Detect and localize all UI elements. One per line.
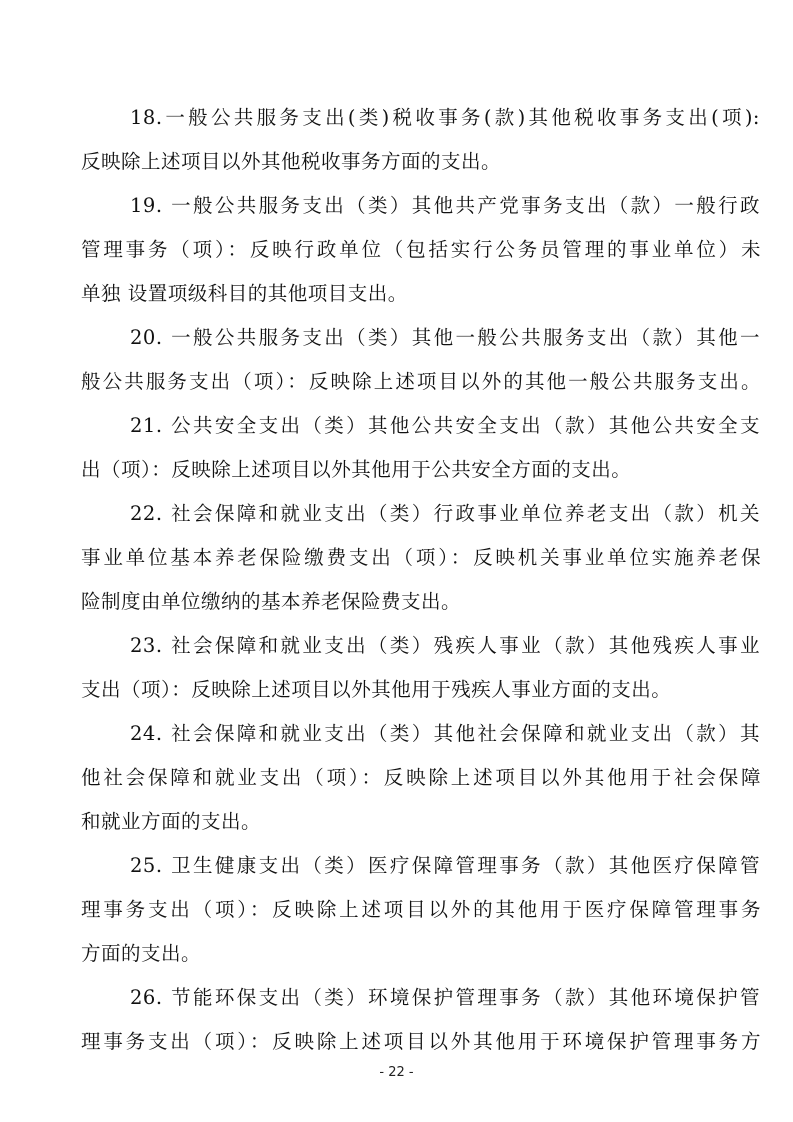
paragraph-22-line-2: 事业单位基本养老保险缴费支出（项）：反映机关事业单位实施养老保 [81, 546, 761, 569]
paragraph-24-line-2: 他社会保障和就业支出（项）：反映除上述项目以外其他用于社会保障 [81, 766, 761, 789]
paragraph-24-line-3: 和就业方面的支出。 [81, 810, 262, 833]
paragraph-22-line-1: 22. 社会保障和就业支出（类）行政事业单位养老支出（款）机关 [130, 502, 760, 525]
paragraph-25-line-1: 25. 卫生健康支出（类）医疗保障管理事务（款）其他医疗保障管 [130, 854, 760, 877]
paragraph-18-line-2: 反映除上述项目以外其他税收事务方面的支出。 [81, 150, 502, 173]
paragraph-21-line-1: 21. 公共安全支出（类）其他公共安全支出（款）其他公共安全支 [130, 414, 760, 437]
paragraph-20-line-2: 般公共服务支出（项）：反映除上述项目以外的其他一般公共服务支出。 [81, 370, 761, 393]
paragraph-21-line-2: 出（项）：反映除上述项目以外其他用于公共安全方面的支出。 [81, 458, 632, 481]
paragraph-23-line-2: 支出（项）：反映除上述项目以外其他用于残疾人事业方面的支出。 [81, 678, 672, 701]
paragraph-26-line-2: 理事务支出（项）：反映除上述项目以外其他用于环境保护管理事务方 [81, 1030, 761, 1053]
paragraph-20-line-1: 20. 一般公共服务支出（类）其他一般公共服务支出（款）其他一 [130, 326, 760, 349]
paragraph-24-line-1: 24. 社会保障和就业支出（类）其他社会保障和就业支出（款）其 [130, 722, 760, 745]
paragraph-26-line-1: 26. 节能环保支出（类）环境保护管理事务（款）其他环境保护管 [130, 986, 760, 1009]
paragraph-25-line-2: 理事务支出（项）：反映除上述项目以外的其他用于医疗保障管理事务 [81, 898, 761, 921]
paragraph-22-line-3: 险制度由单位缴纳的基本养老保险费支出。 [81, 590, 462, 613]
paragraph-19-line-1: 19. 一般公共服务支出（类）其他共产党事务支出（款）一般行政 [130, 194, 760, 217]
page-number: - 22 - [379, 1065, 414, 1080]
paragraph-18-line-1: 18.一般公共服务支出(类)税收事务(款)其他税收事务支出(项): [130, 106, 760, 129]
paragraph-25-line-3: 方面的支出。 [81, 942, 202, 965]
paragraph-23-line-1: 23. 社会保障和就业支出（类）残疾人事业（款）其他残疾人事业 [130, 634, 760, 657]
paragraph-19-line-2: 管理事务（项）：反映行政单位（包括实行公务员管理的事业单位）未 [81, 238, 761, 261]
paragraph-19-line-3: 单独 设置项级科目的其他项目支出。 [81, 282, 408, 305]
